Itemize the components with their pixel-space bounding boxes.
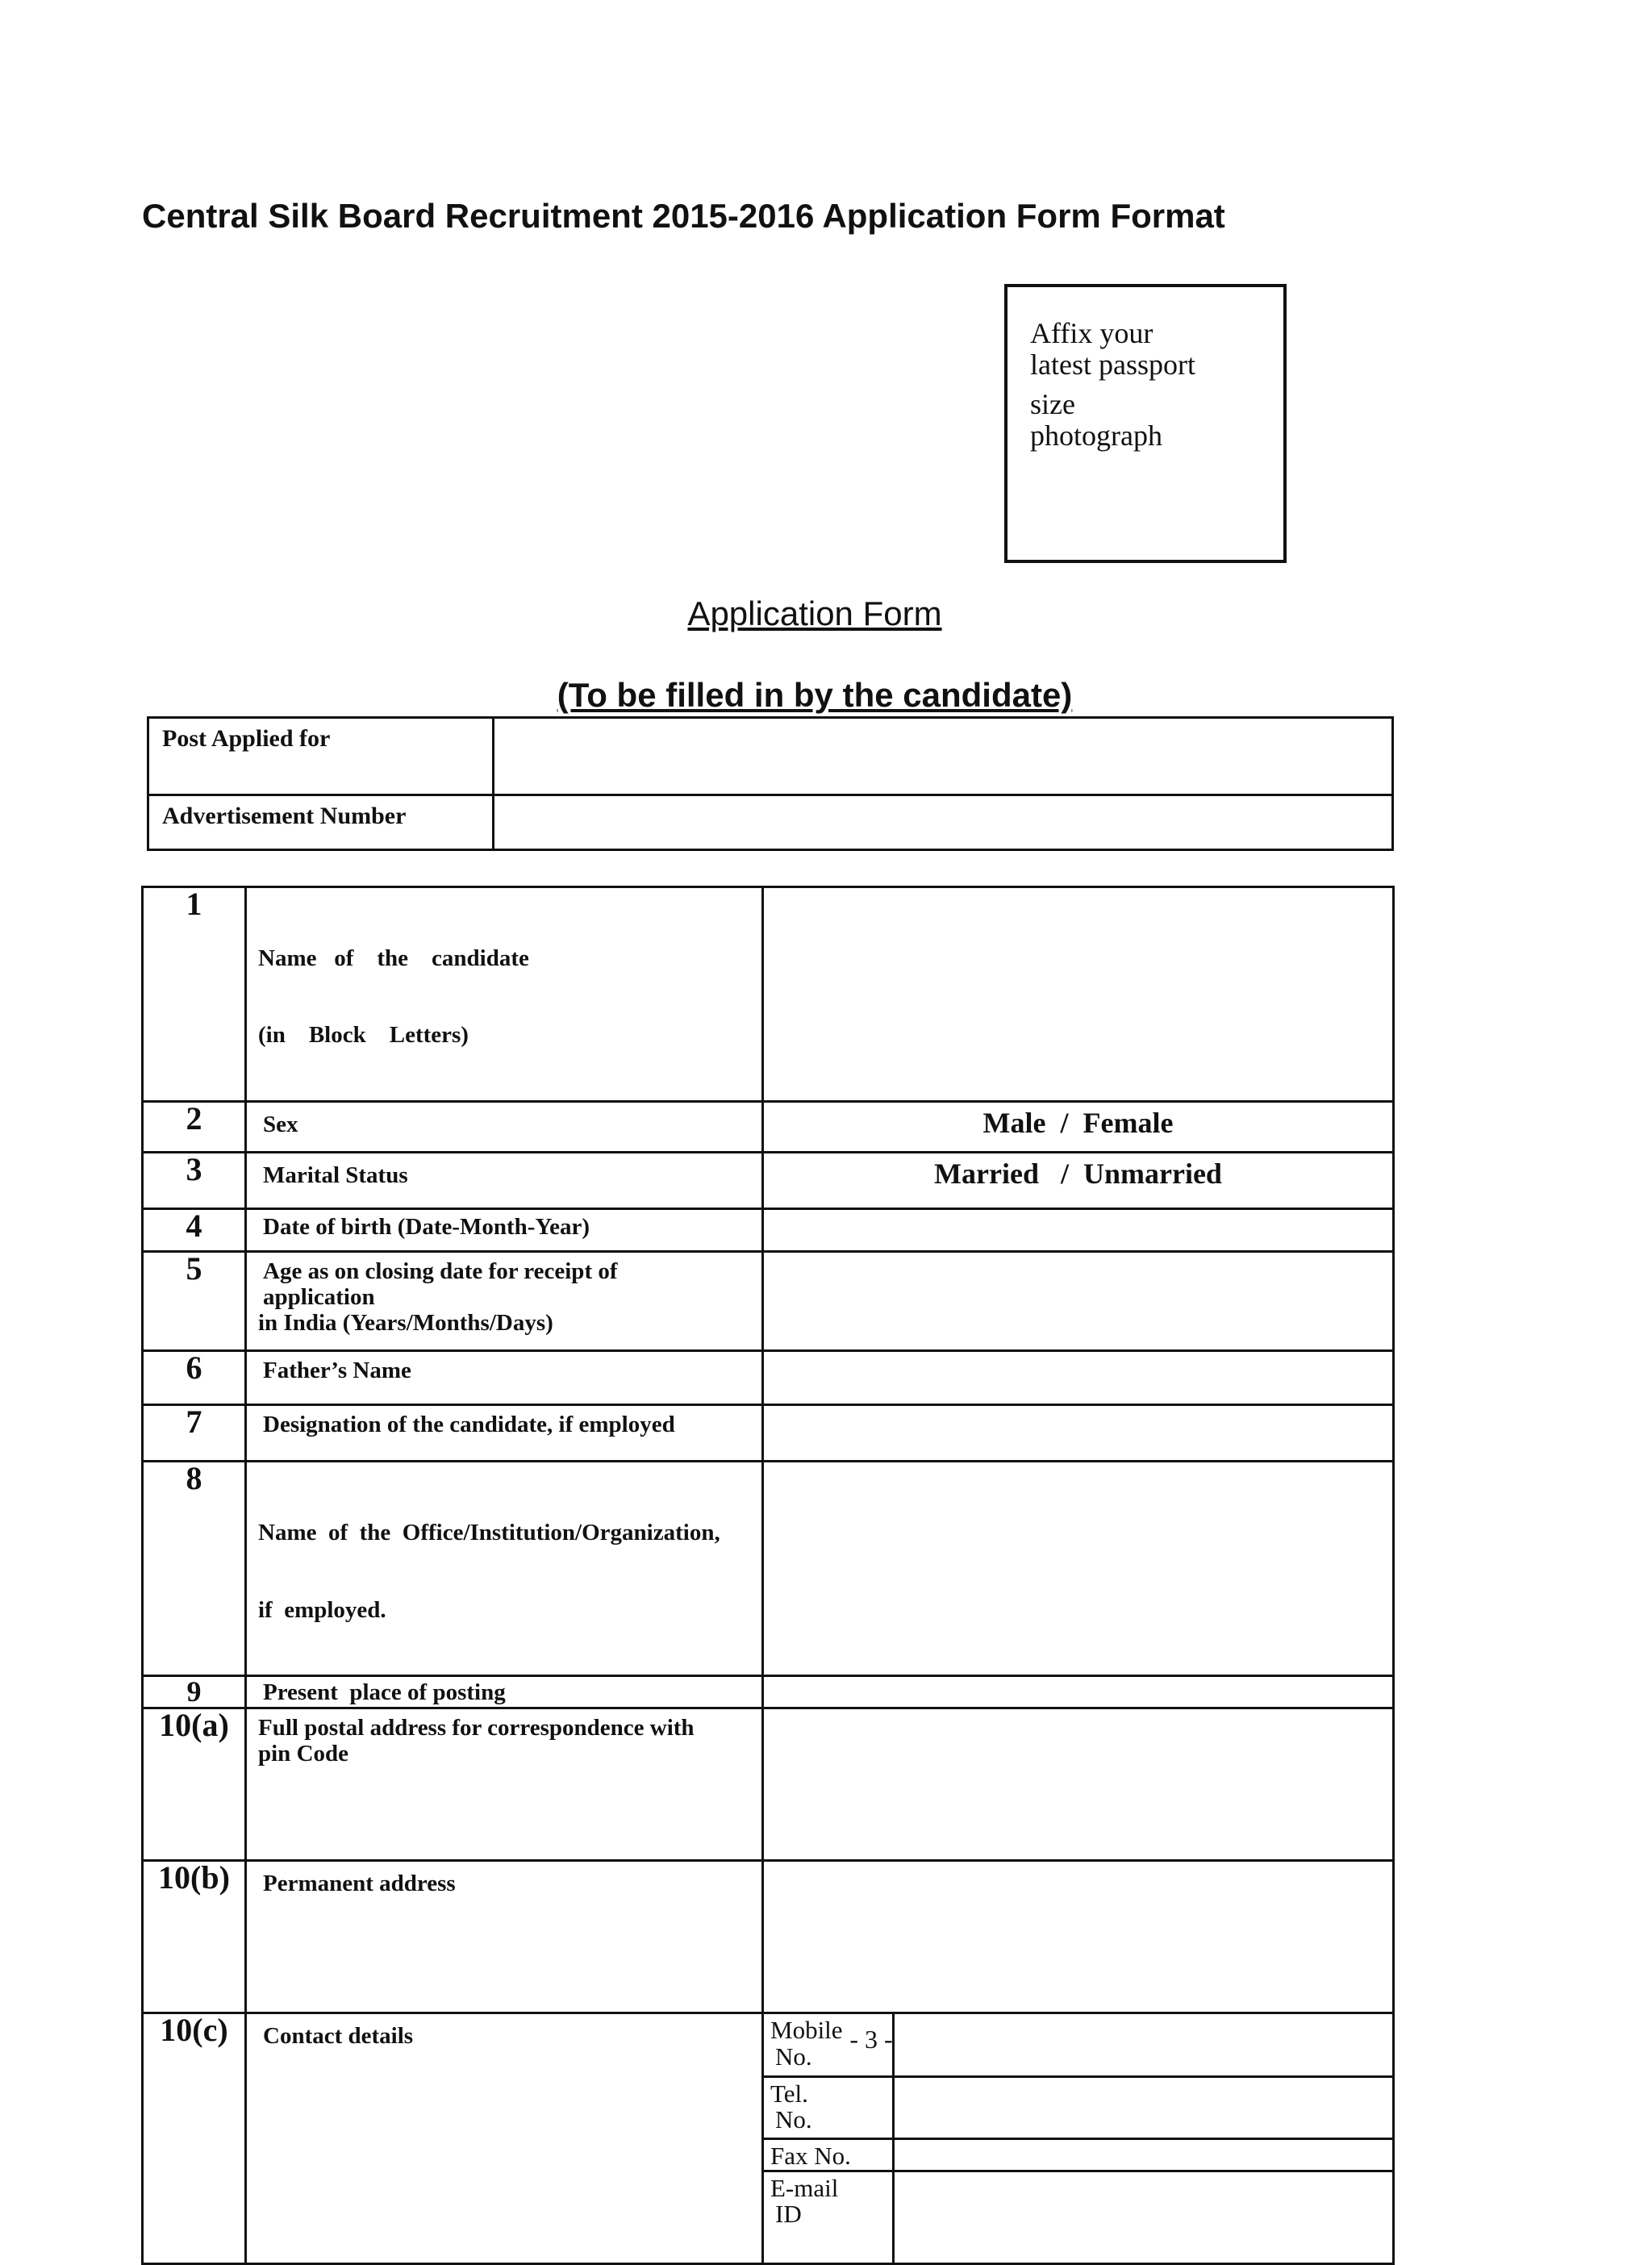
table-row — [143, 1861, 1394, 2013]
fax-field[interactable] — [893, 2138, 1392, 2171]
table-row — [143, 1252, 1394, 1351]
row-label — [246, 1252, 763, 1351]
row-label — [246, 887, 763, 1102]
row-label — [246, 1708, 763, 1861]
label-line: in India (Years/Months/Days) — [258, 1309, 553, 1336]
contact-row — [764, 2076, 1392, 2138]
label-line: Name of the Office/Institution/Organization, — [258, 1519, 720, 1545]
table-row — [143, 1102, 1394, 1153]
contact-row — [764, 2138, 1392, 2171]
designation-field[interactable] — [763, 1405, 1394, 1462]
marital-status-field[interactable]: Married / Unmarried — [763, 1153, 1394, 1209]
contact-row — [764, 2171, 1392, 2263]
page-number: - 3 - — [849, 2025, 893, 2054]
table-row — [143, 1153, 1394, 1209]
post-applied-field[interactable] — [494, 718, 1393, 795]
postal-address-field[interactable] — [763, 1708, 1394, 1861]
form-subheading: (To be filled in by the candidate) — [557, 676, 1073, 714]
row-number: 1 — [143, 887, 246, 1102]
row-number: 10(a) — [143, 1708, 246, 1861]
date-of-birth-field[interactable] — [763, 1209, 1394, 1252]
label-line: No. — [775, 2105, 812, 2134]
label-line: Mobile — [770, 2016, 843, 2045]
candidate-name-field[interactable] — [763, 887, 1394, 1102]
row-number: 3 — [143, 1153, 246, 1209]
row-number: 4 — [143, 1209, 246, 1252]
photo-box-line: photograph — [1030, 419, 1162, 452]
row-label: Contact details — [246, 2013, 763, 2264]
table-row — [143, 1676, 1394, 1708]
table-row — [143, 887, 1394, 1102]
sex-field[interactable]: Male / Female — [763, 1102, 1394, 1153]
email-field[interactable] — [893, 2171, 1392, 2263]
row-label: Date of birth (Date-Month-Year) — [246, 1209, 763, 1252]
row-number: 6 — [143, 1351, 246, 1405]
label-line: E-mail — [770, 2173, 839, 2202]
table-row — [143, 1708, 1394, 1861]
table-row — [143, 1405, 1394, 1462]
table-row — [148, 795, 1393, 850]
telephone-field[interactable] — [893, 2076, 1392, 2138]
row-number: 7 — [143, 1405, 246, 1462]
photo-box-line: size — [1030, 387, 1075, 420]
telephone-label — [764, 2076, 893, 2138]
table-row — [143, 1462, 1394, 1676]
post-applied-label: Post Applied for — [148, 718, 494, 795]
row-label: Designation of the candidate, if employed — [246, 1405, 763, 1462]
candidate-details-table — [141, 886, 1395, 2265]
fathers-name-field[interactable] — [763, 1351, 1394, 1405]
table-row — [148, 718, 1393, 795]
form-heading: Application Form — [687, 594, 942, 632]
photo-placeholder-box[interactable] — [1004, 284, 1287, 563]
row-number: 10(c) — [143, 2013, 246, 2264]
row-number: 9 — [143, 1676, 246, 1708]
row-label: Marital Status — [246, 1153, 763, 1209]
label-line: Age as on closing date for receipt of — [263, 1258, 618, 1285]
label-line: (in Block Letters) — [258, 1022, 469, 1049]
photo-box-line: Affix your — [1030, 317, 1153, 349]
table-row — [143, 1351, 1394, 1405]
label-line: Fax No. — [770, 2141, 851, 2170]
advertisement-number-label: Advertisement Number — [148, 795, 494, 850]
office-name-field[interactable] — [763, 1462, 1394, 1676]
label-line: Name of the candidate — [258, 945, 529, 971]
label-line: No. — [775, 2042, 812, 2071]
row-number: 8 — [143, 1462, 246, 1676]
permanent-address-field[interactable] — [763, 1861, 1394, 2013]
row-label: Present place of posting — [246, 1676, 763, 1708]
place-of-posting-field[interactable] — [763, 1676, 1394, 1708]
document-title: Central Silk Board Recruitment 2015-2016 Application Form Format — [142, 197, 1225, 235]
label-line: ID — [775, 2200, 802, 2229]
row-label: Permanent address — [246, 1861, 763, 2013]
row-label: Father’s Name — [246, 1351, 763, 1405]
label-line: pin Code — [258, 1741, 349, 1767]
advertisement-number-field[interactable] — [494, 795, 1393, 850]
age-field[interactable] — [763, 1252, 1394, 1351]
table-row — [143, 1209, 1394, 1252]
fax-label — [764, 2138, 893, 2171]
label-line: if employed. — [258, 1596, 386, 1623]
photo-box-line: latest passport — [1030, 348, 1195, 381]
row-number: 10(b) — [143, 1861, 246, 2013]
row-number: 5 — [143, 1252, 246, 1351]
row-number: 2 — [143, 1102, 246, 1153]
label-line: Full postal address for correspondence with — [258, 1715, 695, 1742]
post-details-table — [147, 716, 1394, 851]
email-label — [764, 2171, 893, 2263]
label-line: application — [263, 1284, 375, 1311]
row-label — [246, 1462, 763, 1676]
row-label: Sex — [246, 1102, 763, 1153]
label-line: Tel. — [770, 2079, 808, 2108]
